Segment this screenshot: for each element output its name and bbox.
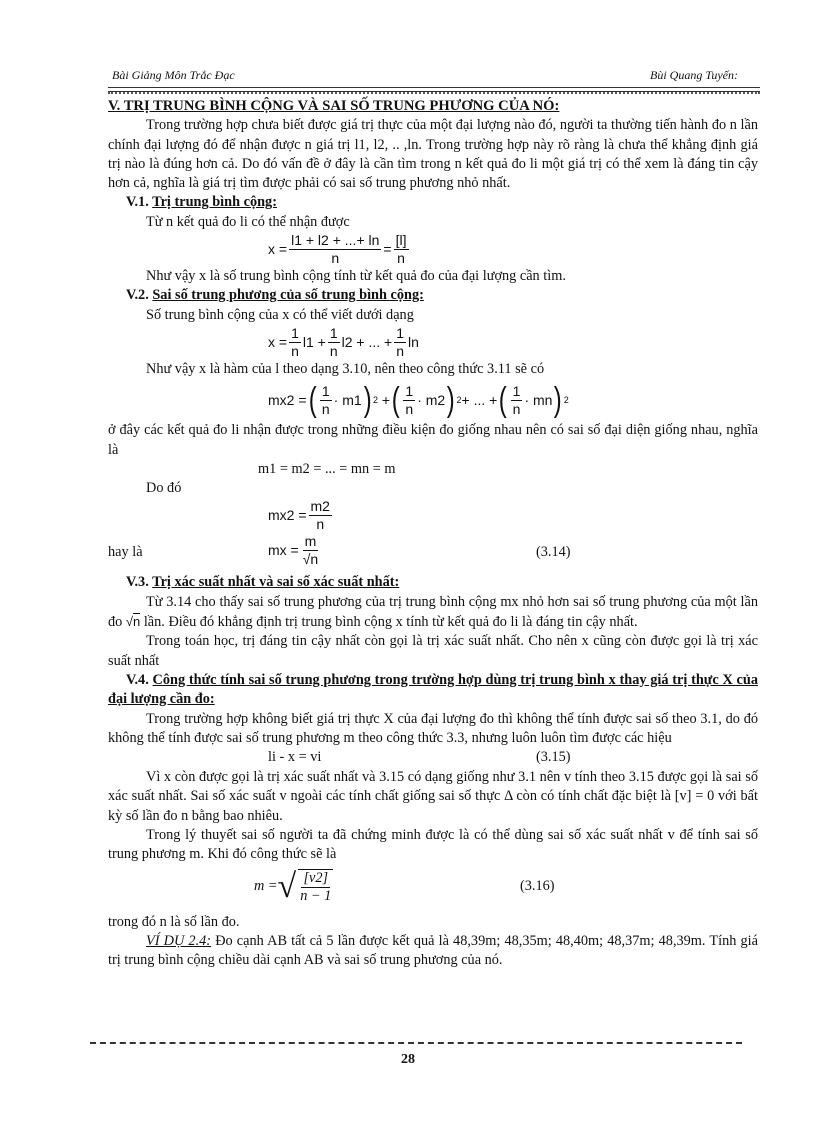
heading-v2-title: Sai số trung phương của số trung bình cộng:: [152, 287, 424, 304]
eq-316-row: [108, 865, 758, 913]
formula-mean-lhs: x =: [268, 240, 288, 257]
frac-2: $\frac{1}{n}$: [329, 324, 338, 359]
v1-line1: Từ n kết quả đo li có thể nhận được: [146, 213, 350, 230]
formula-mean: [268, 232, 758, 267]
formula-mean-eq: =: [383, 240, 392, 257]
example-paragraph: [108, 932, 758, 971]
heading-v4: [108, 671, 758, 710]
formula-mean-den2: n: [397, 250, 405, 267]
heading-v4-num: V.4.: [126, 671, 149, 688]
term-3: ln: [408, 333, 419, 350]
formula-mean-frac2: [394, 232, 409, 267]
term-2: l2 + ... +: [341, 333, 393, 350]
frac-1: $\frac{1}{n}$: [291, 324, 299, 359]
formula-variance: mx2 = ( $\frac{1}{n}$ · m1 ) 2 + ( $\frac{1}{n}$ · m2 ) 2 + ... + ( $\frac{1}{n}$ · mn ) 2: [268, 381, 569, 420]
formula-variance-lhs: mx2 =: [268, 391, 307, 408]
v4-paragraph1: Trong trường hợp không biết giá trị thực X của đại lượng đo thì không thể tính được sai số theo 3.1, do đó không thể tính được sai số trung phương m theo công thức 3.3, nhưng luôn luôn tìm được các hiệu: [108, 710, 758, 746]
hay-la: hay là: [108, 544, 143, 561]
heading-v4-title: Công thức tính sai số trung phương trong trường hợp dùng trị trung bình x thay giá trị thực X của đại lượng cần đo:: [108, 671, 758, 708]
formula-mx2: mx2 = $\frac{m2}{n}$: [268, 498, 330, 533]
term-1: l1 +: [302, 333, 326, 350]
formula-mx: mx = $\frac{m}{√n}$: [268, 533, 319, 568]
formula-linear: [268, 325, 758, 360]
heading-v2: [126, 286, 758, 305]
v3-paragraph1: Từ 3.14 cho thấy sai số trung phương của trị trung bình cộng mx nhỏ hơn sai số trung phương của một lần đo √n lần. Điều đó khẳng định trị trung bình cộng x tính từ kết quả đo li là đáng tin cậy nhất.: [108, 593, 758, 631]
heading-v3: [126, 573, 758, 592]
section-title: V. TRỊ TRUNG BÌNH CỘNG VÀ SAI SỐ TRUNG PHƯƠNG CỦA NÓ:: [108, 98, 560, 114]
eq-315-row: [108, 748, 758, 768]
frac-3: $\frac{1}{n}$: [396, 324, 405, 359]
heading-v3-num: V.3.: [126, 574, 149, 591]
v2-do-do: Do đó: [146, 480, 182, 497]
footer-dashed-rule: [90, 1042, 742, 1044]
formula-linear-lhs: x =: [268, 333, 288, 350]
v2-equal-line: m1 = m2 = ... = mn = m: [258, 460, 396, 477]
intro-paragraph: Trong trường hợp chưa biết được giá trị thực của một đại lượng nào đó, người ta thường tiến hành đo n lần chính đại lượng đó để nhận được n giá trị l1, l2, .. ,ln. Trong trường hợp này rõ ràng là chưa thể khẳng định giá trị nào là đúng hơn cả. Do đó vấn đề ở đây là cần tìm trong n kết quả đo li một giá trị có thể xem là đáng tin cậy hơn cả, nghĩa là giá trị tìm được phải có sai số trung phương nhỏ nhất.: [108, 117, 758, 192]
eqno-314: (3.14): [536, 544, 571, 561]
v4-paragraph3: Trong lý thuyết sai số người ta đã chứng minh được là có thể dùng sai số xác suất nhất v để tính sai số trung phương m. Khi đó công thức sẽ là: [108, 827, 758, 863]
v2-line2: Như vậy x là hàm của l theo dạng 3.10, nên theo công thức 3.11 sẽ có: [146, 360, 545, 377]
formula-mean-den1: n: [331, 250, 340, 267]
heading-v1: [126, 193, 758, 212]
header-rule-dotted: [108, 92, 760, 94]
formula-m: m = √ $\frac{[v2]}{n - 1}$: [254, 867, 332, 905]
v2-line3: ở đây các kết quả đo li nhận được trong những điều kiện đo giống nhau nên có sai số đại diện giống nhau, nghĩa là: [108, 422, 758, 458]
page-content: [108, 97, 758, 971]
v3-paragraph2: Trong toán học, trị đáng tin cậy nhất còn gọi là trị xác suất nhất. Cho nên x cũng còn được gọi là trị xác suất nhất: [108, 633, 758, 669]
v4-where: trong đó n là số lần đo.: [108, 913, 240, 930]
eqno-316: (3.16): [520, 877, 555, 894]
heading-v1-title: Trị trung bình cộng:: [152, 194, 277, 211]
eq-315: li - x = vi: [268, 749, 322, 766]
heading-v1-num: V.1.: [126, 194, 149, 211]
sqrt-n: √n: [125, 614, 141, 630]
page-number: 28: [401, 1052, 415, 1067]
example-text: Đo cạnh AB tất cả 5 lần được kết quả là 48,39m; 48,35m; 48,40m; 48,37m; 48,39m. Tính giá trị trung bình cộng chiều dài cạnh AB và sai số trung phương của nó.: [108, 932, 758, 969]
v1-after: Như vậy x là số trung bình cộng tính từ kết quả đo của đại lượng cần tìm.: [146, 268, 566, 285]
example-label: VÍ DỤ 2.4:: [146, 932, 212, 949]
v4-paragraph2: Vì x còn được gọi là trị xác suất nhất và 3.15 có dạng giống như 3.1 nên v tính theo 3.15 được gọi là sai số xác suất nhất. Sai số xác suất v ngoài các tính chất giống sai số thực Δ còn có tính chất đặc biệt là [v] = 0 với bất kỳ số lần đo n bằng bao nhiêu.: [108, 769, 758, 824]
formula-mean-num1: l1 + l2 + ...+ ln: [291, 232, 380, 249]
heading-v2-num: V.2.: [126, 287, 149, 304]
formula-mean-num2: [l]: [395, 232, 407, 249]
header-left: Bài Giảng Môn Trắc Đạc: [112, 68, 235, 82]
v2-line1: Số trung bình cộng của x có thể viết dưới dạng: [146, 306, 414, 323]
eqno-315: (3.15): [536, 749, 571, 766]
formula-mean-frac1: [289, 232, 381, 267]
heading-v3-title: Trị xác suất nhất và sai số xác suất nhất:: [152, 574, 400, 591]
formula-mx-row: [108, 533, 758, 573]
header-right: Bùi Quang Tuyến:: [650, 68, 738, 82]
formula-variance-mid: + ... +: [461, 391, 498, 408]
